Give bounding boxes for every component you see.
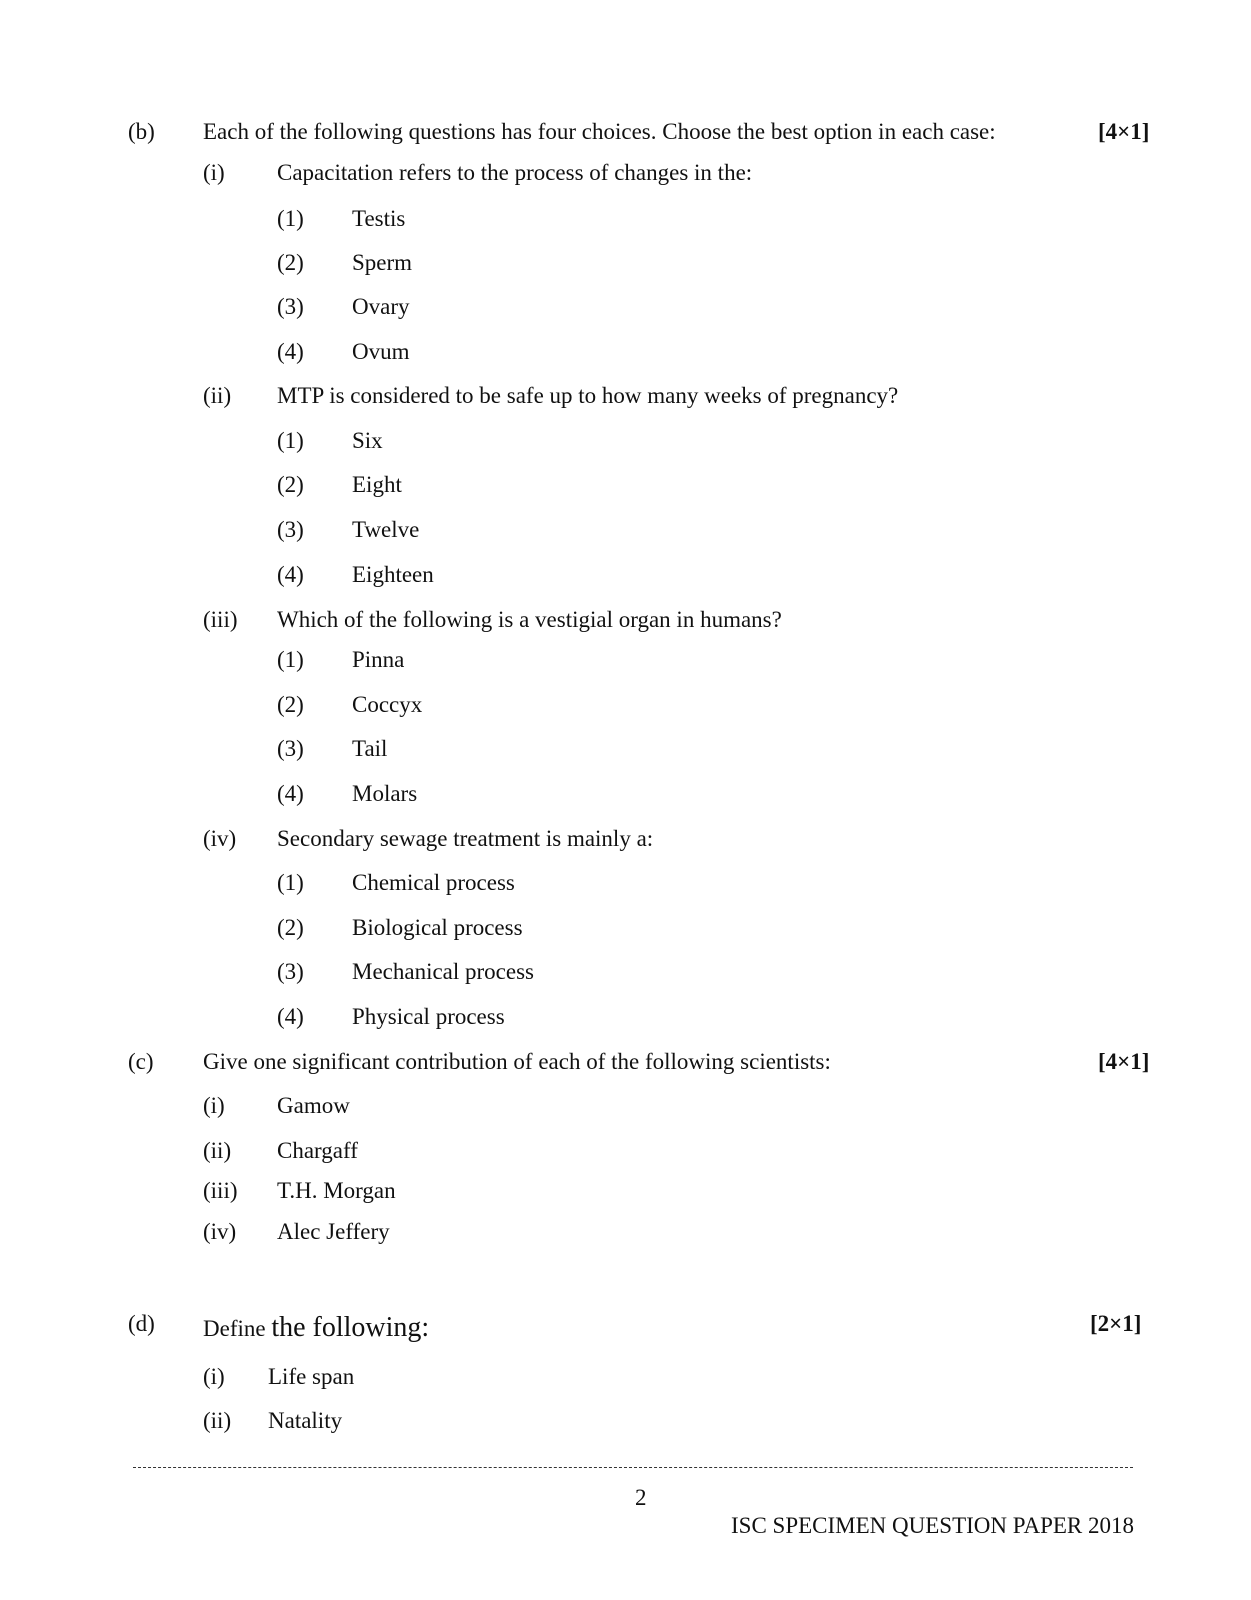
option-text: Chemical process [352,870,515,895]
option-number: (4) [277,562,304,587]
option-text: Ovary [352,294,410,319]
question-text: Secondary sewage treatment is mainly a: [277,826,654,851]
item-number: (i) [203,1093,225,1118]
item-text: Gamow [277,1093,350,1118]
option-number: (4) [277,1004,304,1029]
section-c-marks: [4×1] [1098,1049,1150,1074]
option-number: (4) [277,339,304,364]
section-b-marks: [4×1] [1098,119,1150,144]
option-number: (1) [277,870,304,895]
section-b-instruction: Each of the following questions has four choices. Choose the best option in each case: [203,119,996,144]
section-d-label: (d) [128,1311,155,1336]
option-text: Coccyx [352,692,423,717]
section-b-label: (b) [128,119,155,144]
item-text: Chargaff [277,1138,358,1163]
item-text: T.H. Morgan [277,1178,396,1203]
paper-title: ISC SPECIMEN QUESTION PAPER 2018 [731,1513,1134,1538]
option-text: Biological process [352,915,523,940]
item-number: (ii) [203,1408,232,1433]
section-d-instruction [203,1314,429,1343]
section-d-instruction-small: Define [203,1316,266,1341]
option-text: Mechanical process [352,959,535,984]
option-text: Pinna [352,647,405,672]
option-text: Ovum [352,339,410,364]
item-number: (iv) [203,1219,237,1244]
item-text: Life span [268,1364,355,1389]
question-number: (iii) [203,607,238,632]
option-text: Physical process [352,1004,505,1029]
item-text: Alec Jeffery [277,1219,390,1244]
option-number: (1) [277,206,304,231]
option-text: Six [352,428,383,453]
item-number: (iii) [203,1178,238,1203]
option-number: (3) [277,294,304,319]
question-text: Capacitation refers to the process of changes in the: [277,160,753,185]
option-number: (2) [277,250,304,275]
option-text: Sperm [352,250,413,275]
option-number: (2) [277,472,304,497]
option-text: Tail [352,736,388,761]
option-text: Testis [352,206,406,231]
section-d-instruction-large: the following: [271,1312,430,1343]
option-number: (4) [277,781,304,806]
option-number: (3) [277,959,304,984]
item-number: (ii) [203,1138,232,1163]
section-d-marks: [2×1] [1090,1311,1142,1336]
question-text: MTP is considered to be safe up to how many weeks of pregnancy? [277,383,899,408]
footer-divider [133,1467,1133,1468]
section-c-label: (c) [128,1049,154,1074]
option-text: Molars [352,781,418,806]
option-number: (3) [277,517,304,542]
option-text: Twelve [352,517,420,542]
item-number: (i) [203,1364,225,1389]
section-c-instruction: Give one significant contribution of each of the following scientists: [203,1049,831,1074]
option-number: (1) [277,647,304,672]
option-number: (3) [277,736,304,761]
page-number: 2 [635,1485,647,1510]
option-number: (1) [277,428,304,453]
option-text: Eight [352,472,402,497]
option-number: (2) [277,915,304,940]
item-text: Natality [268,1408,343,1433]
question-number: (ii) [203,383,232,408]
question-text: Which of the following is a vestigial organ in humans? [277,607,782,632]
option-text: Eighteen [352,562,434,587]
option-number: (2) [277,692,304,717]
question-number: (i) [203,160,225,185]
question-number: (iv) [203,826,237,851]
